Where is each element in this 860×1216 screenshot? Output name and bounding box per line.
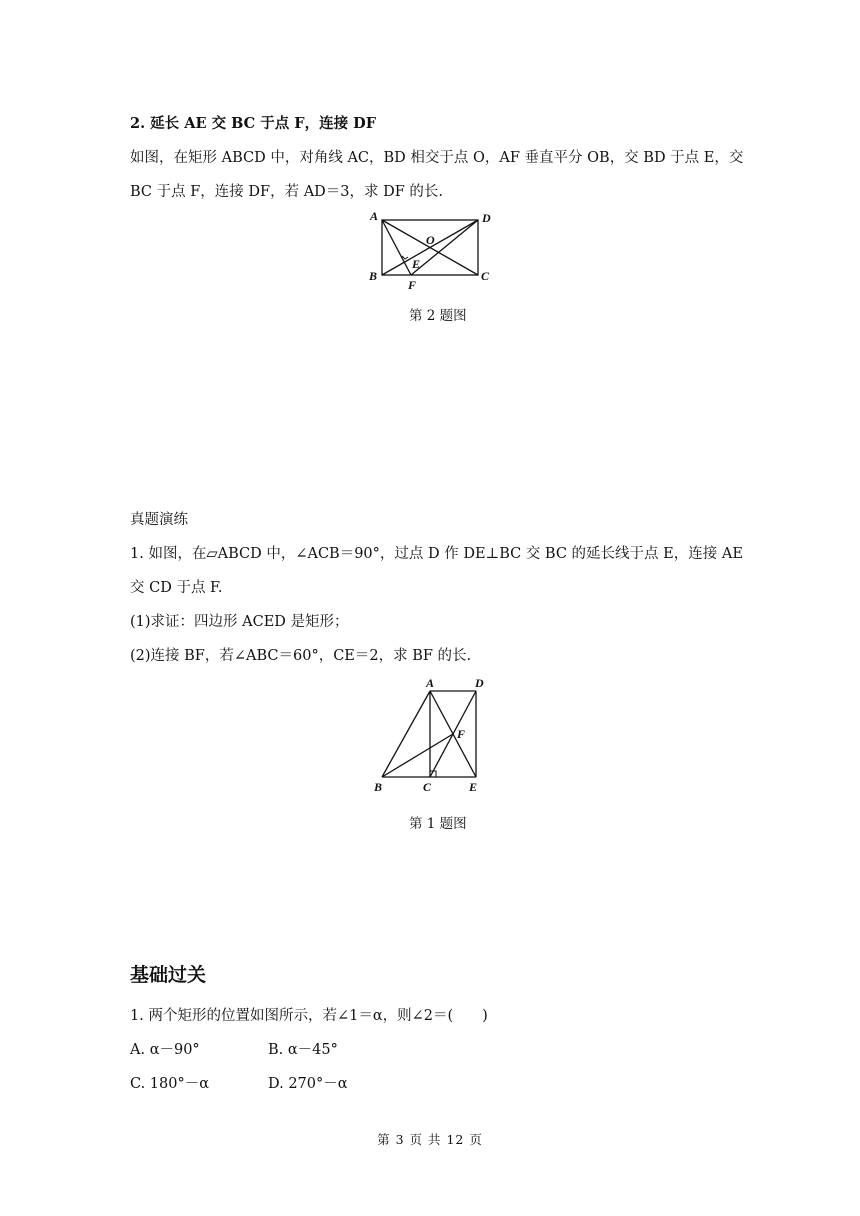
option-a: A. α－90°	[130, 1042, 200, 1058]
segment-df	[411, 220, 478, 275]
option-b: B. α－45°	[268, 1042, 338, 1058]
real-exam-part-1: (1)求证：四边形 ACED 是矩形；	[130, 614, 349, 630]
basics-section-title: 基础过关	[130, 964, 207, 986]
label-c: C	[481, 269, 490, 283]
real-exam-figure-caption: 第 1 题图	[409, 816, 467, 832]
label-e: E	[469, 780, 478, 794]
label-b: B	[369, 269, 378, 283]
label-d: D	[482, 211, 491, 225]
label-e: E	[412, 257, 421, 271]
real-exam-figure	[366, 674, 496, 798]
real-exam-part-2: (2)连接 BF，若∠ABC＝60°，CE＝2，求 BF 的长.	[130, 648, 472, 664]
segment-ab	[382, 691, 430, 777]
problem-2-figure	[360, 206, 500, 292]
label-d: D	[475, 676, 484, 690]
segment-bf	[382, 734, 453, 777]
label-f: F	[408, 278, 417, 292]
real-exam-q1-line-1: 1. 如图，在▱ABCD 中，∠ACB＝90°，过点 D 作 DE⊥BC 交 BC 的延长线于点 E，连接 AE	[130, 546, 743, 562]
option-c: C. 180°－α	[130, 1076, 210, 1092]
real-exam-heading: 真题演练	[130, 512, 188, 528]
problem-2-text-line-1: 如图，在矩形 ABCD 中，对角线 AC，BD 相交于点 O，AF 垂直平分 OB，交 BD 于点 E，交	[130, 150, 744, 166]
label-o: O	[426, 233, 435, 247]
label-a: A	[370, 209, 379, 223]
page-footer: 第 3 页 共 12 页	[377, 1132, 483, 1147]
problem-2-figure-caption: 第 2 题图	[409, 308, 467, 324]
label-c: C	[423, 780, 432, 794]
problem-2-text-line-2: BC 于点 F，连接 DF，若 AD＝3，求 DF 的长.	[130, 184, 444, 200]
real-exam-q1-line-2: 交 CD 于点 F.	[130, 580, 223, 596]
label-a: A	[426, 676, 435, 690]
label-f: F	[457, 727, 466, 741]
option-d: D. 270°－α	[268, 1076, 348, 1092]
problem-2-heading: 2. 延长 AE 交 BC 于点 F，连接 DF	[130, 115, 377, 132]
basics-q1-text: 1. 两个矩形的位置如图所示，若∠1＝α，则∠2＝( )	[130, 1008, 488, 1024]
label-b: B	[374, 780, 383, 794]
